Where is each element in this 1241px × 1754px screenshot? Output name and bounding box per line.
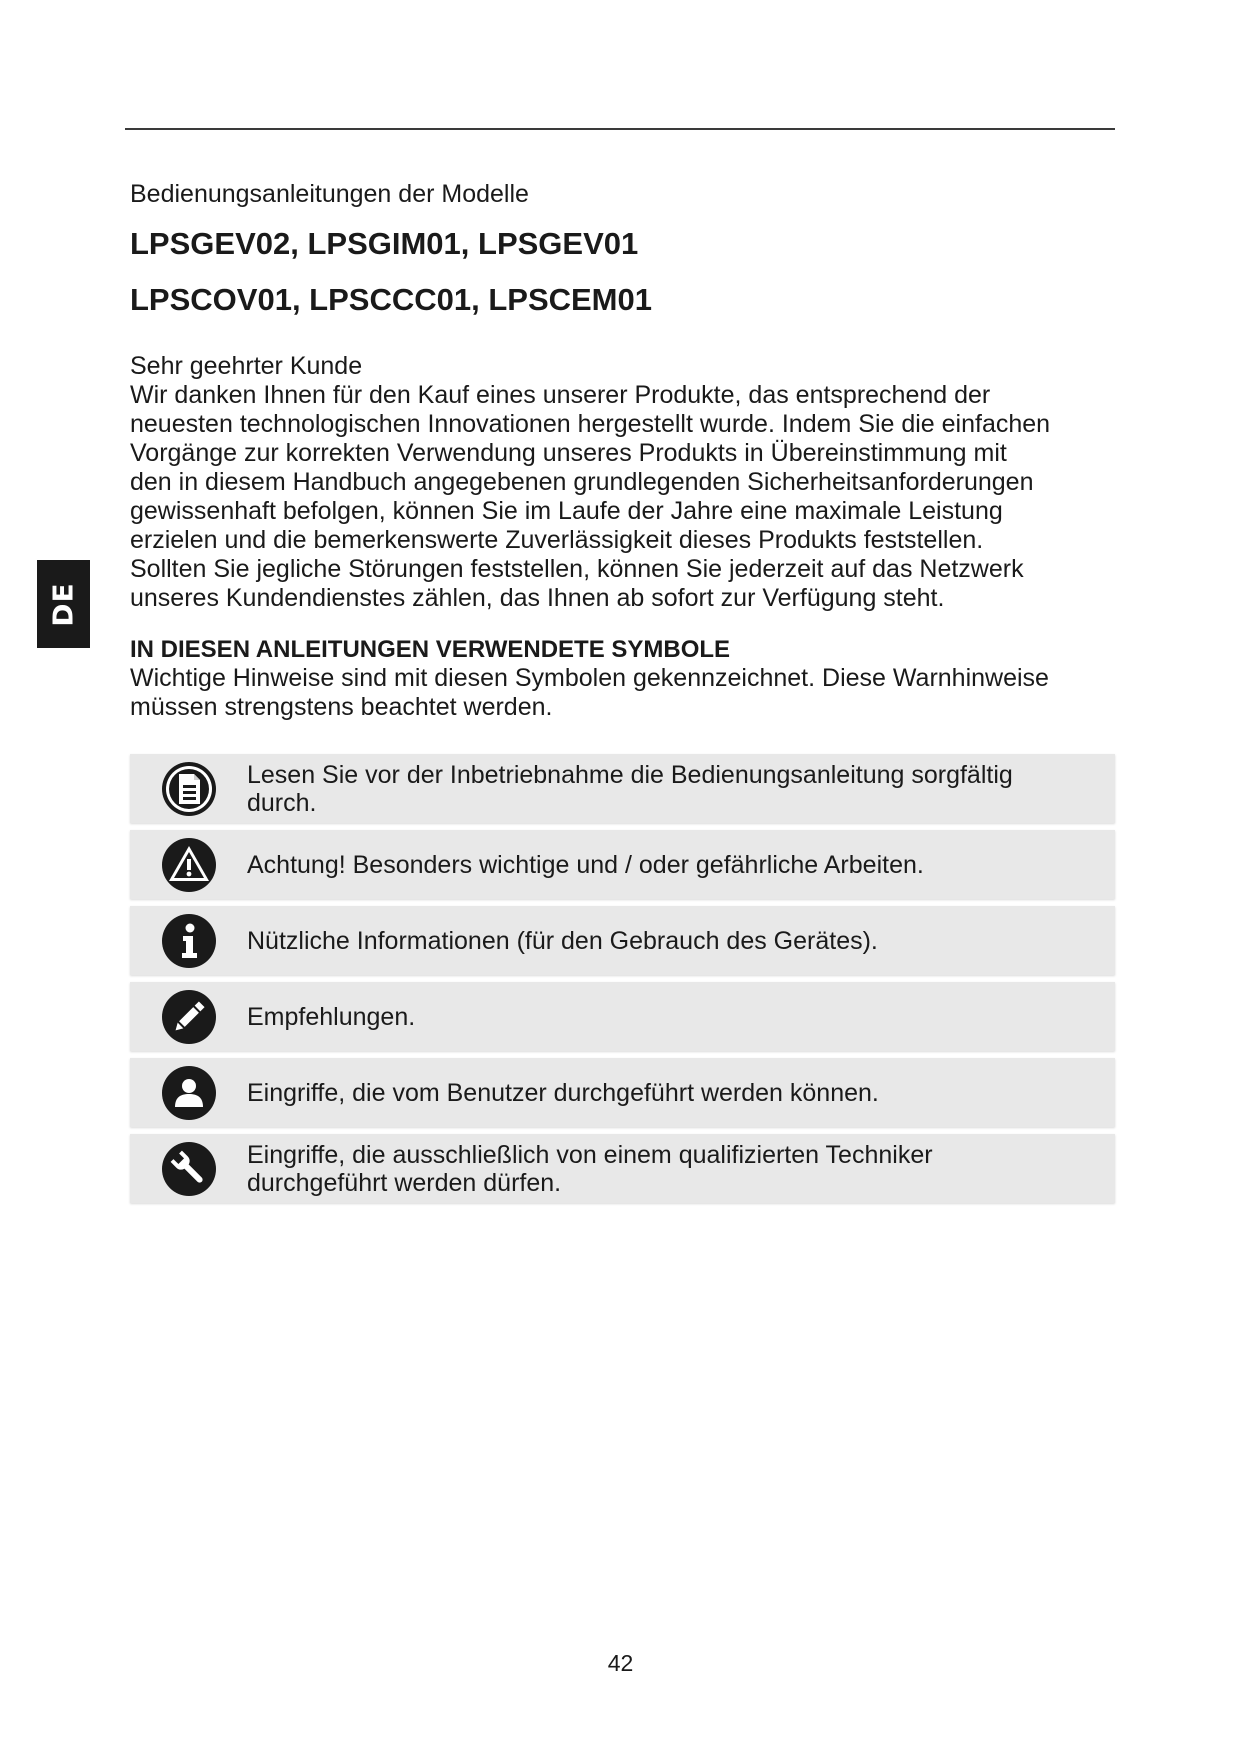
- models-line-1: LPSGEV02, LPSGIM01, LPSGEV01: [130, 226, 639, 261]
- body-line: Sollten Sie jegliche Störungen feststellen, können Sie jederzeit auf das Netzwerk: [130, 555, 1024, 583]
- user-icon: [130, 1065, 247, 1121]
- symbol-row-info: [130, 906, 1115, 975]
- symbol-row-technician: [130, 1134, 1115, 1203]
- body-line: Wir danken Ihnen für den Kauf eines unserer Produkte, das entsprechend der: [130, 381, 991, 409]
- body-line: gewissenhaft befolgen, können Sie im Laufe der Jahre eine maximale Leistung: [130, 497, 1003, 525]
- body-line: neuesten technologischen Innovationen hergestellt wurde. Indem Sie die einfachen: [130, 410, 1051, 438]
- body-line: erzielen und die bemerkenswerte Zuverlässigkeit dieses Produkts feststellen.: [130, 526, 984, 554]
- body-line: unseres Kundendienstes zählen, das Ihnen ab sofort zur Verfügung steht.: [130, 584, 945, 612]
- symbol-text-line: durch.: [247, 788, 317, 817]
- language-tab: [37, 560, 90, 648]
- symbol-row-read-manual: [130, 754, 1115, 823]
- document-icon: [130, 761, 247, 817]
- symbols-table: [130, 754, 1115, 1210]
- body-line: den in diesem Handbuch angegebenen grundlegenden Sicherheitsanforderungen: [130, 468, 1034, 496]
- body-line: Sehr geehrter Kunde: [130, 352, 363, 380]
- language-tab-label: DE: [47, 581, 80, 627]
- symbol-text-line: Eingriffe, die ausschließlich von einem qualifizierten Techniker: [247, 1140, 933, 1169]
- symbol-row-warning: [130, 830, 1115, 899]
- symbols-heading: IN DIESEN ANLEITUNGEN VERWENDETE SYMBOLE: [130, 636, 731, 663]
- warning-icon: [130, 837, 247, 893]
- pencil-icon: [130, 989, 247, 1045]
- symbol-text-line: Nützliche Informationen (für den Gebrauch des Gerätes).: [247, 926, 878, 955]
- symbols-intro-line: müssen strengstens beachtet werden.: [130, 693, 553, 721]
- symbol-text-line: Empfehlungen.: [247, 1002, 416, 1031]
- symbol-text-read-manual: [247, 761, 1043, 817]
- symbol-text-line: Lesen Sie vor der Inbetriebnahme die Bedienungsanleitung sorgfältig: [247, 760, 1013, 789]
- info-icon: [130, 913, 247, 969]
- symbols-intro-line: Wichtige Hinweise sind mit diesen Symbolen gekennzeichnet. Diese Warnhinweise: [130, 664, 1049, 692]
- body-line: Vorgänge zur korrekten Verwendung unseres Produkts in Übereinstimmung mit: [130, 439, 1007, 467]
- symbol-text-info: [247, 927, 908, 955]
- symbol-text-warning: [247, 851, 954, 879]
- symbol-text-line: durchgeführt werden dürfen.: [247, 1168, 562, 1197]
- greeting-paragraph: [130, 352, 1115, 613]
- manual-intro: Bedienungsanleitungen der Modelle: [130, 180, 529, 208]
- symbol-text-technician: [247, 1141, 963, 1197]
- symbol-text-user: [247, 1079, 909, 1107]
- symbol-text-line: Achtung! Besonders wichtige und / oder gefährliche Arbeiten.: [247, 850, 924, 879]
- models-line-2: LPSCOV01, LPSCCC01, LPSCEM01: [130, 282, 652, 317]
- symbol-text-recommendations: [247, 1003, 445, 1031]
- page-number: 42: [607, 1650, 634, 1676]
- header-rule: [125, 128, 1115, 130]
- symbol-row-user: [130, 1058, 1115, 1127]
- main-content: [130, 176, 1115, 722]
- symbol-row-recommendations: [130, 982, 1115, 1051]
- symbol-text-line: Eingriffe, die vom Benutzer durchgeführt werden können.: [247, 1078, 879, 1107]
- wrench-icon: [130, 1141, 247, 1197]
